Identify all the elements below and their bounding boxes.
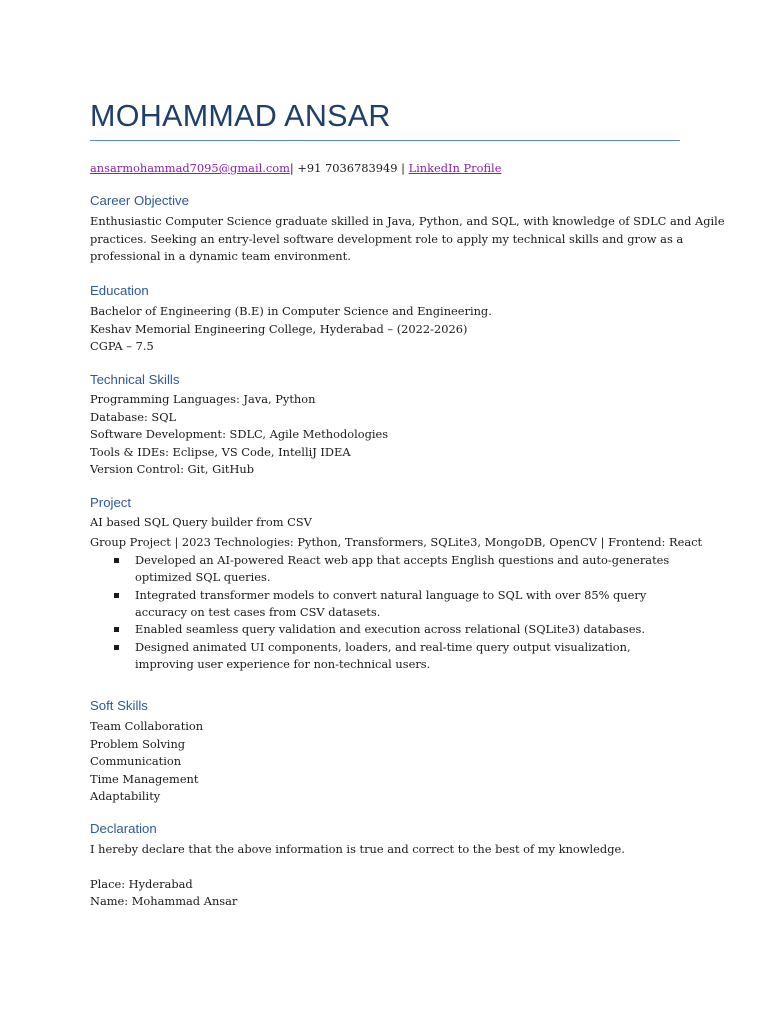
soft-skill-line: Communication	[90, 754, 182, 769]
bullet-icon	[114, 645, 119, 650]
soft-skill-line: Adaptability	[90, 789, 161, 804]
email-link[interactable]: ansarmohammad7095@gmail.com	[90, 161, 290, 175]
education-details	[90, 303, 680, 356]
section-title-education: Education	[90, 283, 149, 298]
skill-line: Software Development: SDLC, Agile Methodologies	[90, 427, 389, 442]
college-line: Keshav Memorial Engineering College, Hyderabad – (2022-2026)	[90, 321, 468, 336]
career-objective-text	[90, 213, 725, 266]
technical-skills-list	[90, 391, 680, 479]
skill-line: Version Control: Git, GitHub	[90, 462, 255, 477]
bullet-icon	[114, 558, 119, 563]
career-objective-line: practices. Seeking an entry-level software development role to apply my technical skills and grow as a	[90, 231, 684, 246]
career-objective-line: Enthusiastic Computer Science graduate skilled in Java, Python, and SQL, with knowledge of SDLC and Agile	[90, 214, 725, 228]
project-header	[90, 514, 703, 551]
declaration-name: Name: Mohammad Ansar	[90, 894, 238, 909]
project-name: AI based SQL Query builder from CSV	[90, 515, 312, 529]
soft-skills-list	[90, 718, 680, 806]
career-objective-line: professional in a dynamic team environment.	[90, 249, 351, 264]
bullet-icon	[114, 593, 119, 598]
list-item	[90, 552, 686, 586]
phone-text: | +91 7036783949 |	[289, 161, 405, 175]
contact-line	[90, 160, 501, 177]
candidate-name: MOHAMMAD ANSAR	[90, 99, 391, 133]
section-title-soft-skills: Soft Skills	[90, 698, 148, 713]
list-item	[90, 621, 686, 638]
declaration-place: Place: Hyderabad	[90, 876, 193, 891]
header-divider	[90, 140, 680, 141]
section-title-career-objective: Career Objective	[90, 193, 189, 208]
bullet-text: Enabled seamless query validation and execution across relational (SQLite3) databases.	[135, 622, 645, 636]
soft-skill-line: Time Management	[90, 771, 199, 786]
bullet-icon	[114, 627, 119, 632]
bullet-text: Integrated transformer models to convert natural language to SQL with over 85% query accuracy on test cases from CSV datasets.	[135, 587, 647, 619]
list-item	[90, 639, 686, 673]
soft-skill-line: Team Collaboration	[90, 719, 204, 733]
list-item	[90, 587, 686, 621]
skill-line: Database: SQL	[90, 409, 177, 424]
skill-line: Programming Languages: Java, Python	[90, 392, 316, 406]
declaration-text	[90, 841, 680, 911]
declaration-statement: I hereby declare that the above information is true and correct to the best of my knowledge.	[90, 842, 625, 856]
bullet-text: Designed animated UI components, loaders, and real-time query output visualization, improving user experience for non-technical users.	[135, 639, 631, 671]
linkedin-link[interactable]: LinkedIn Profile	[408, 161, 502, 175]
section-title-technical-skills: Technical Skills	[90, 372, 180, 387]
degree-line: Bachelor of Engineering (B.E) in Computer Science and Engineering.	[90, 304, 492, 318]
project-meta: Group Project | 2023 Technologies: Python, Transformers, SQLite3, MongoDB, OpenCV | Frontend: React	[90, 534, 703, 549]
section-title-declaration: Declaration	[90, 821, 157, 836]
cgpa-line: CGPA – 7.5	[90, 339, 154, 354]
bullet-text: Developed an AI-powered React web app that accepts English questions and auto-generates optimized SQL queries.	[135, 553, 670, 584]
skill-line: Tools & IDEs: Eclipse, VS Code, IntelliJ IDEA	[90, 444, 351, 459]
project-bullets	[90, 552, 686, 673]
section-title-project: Project	[90, 495, 132, 510]
soft-skill-line: Problem Solving	[90, 736, 186, 751]
